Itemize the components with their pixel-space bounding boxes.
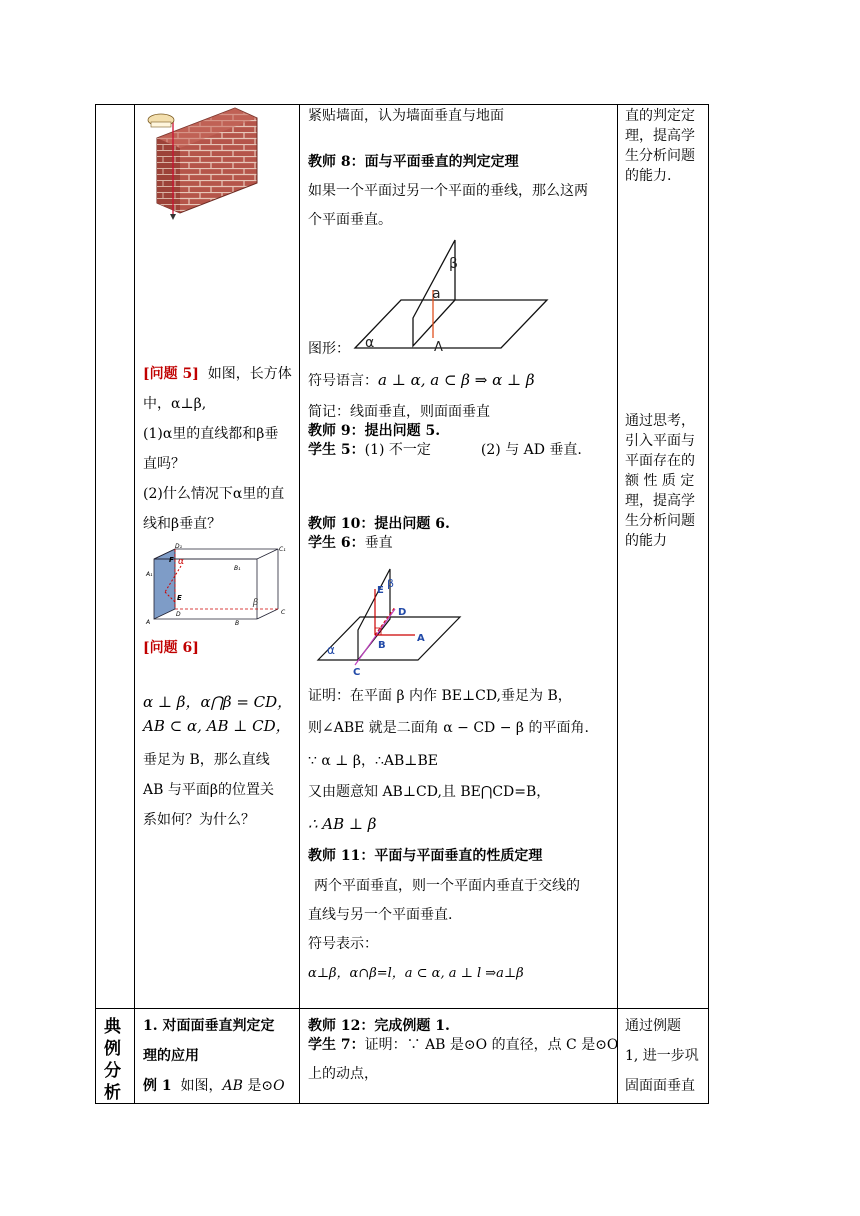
svg-text:A₁: A₁ xyxy=(146,571,153,578)
label-alpha: α xyxy=(365,335,375,351)
example-1-line: 例 1 如图，AB 是⊙O xyxy=(143,1078,285,1094)
proof-line-5: ∴ AB ⊥ β xyxy=(308,815,377,833)
purpose-c4: 的能力. xyxy=(625,168,672,184)
purpose-d3: 平面存在的 xyxy=(625,453,695,469)
teacher-8: 教师 8：面与平面垂直的判定定理 xyxy=(308,154,519,170)
purpose-e3: 固面面垂直 xyxy=(625,1078,695,1094)
purpose-d1: 通过思考， xyxy=(625,413,695,429)
question-6-line-4: AB 与平面β的位置关 xyxy=(143,782,274,798)
question-5-line-6: 线和β垂直？ xyxy=(143,516,222,532)
table-divider-1 xyxy=(134,104,135,1104)
symbol-label: 符号表示： xyxy=(308,936,378,952)
question-6-line-3: 垂足为 B，那么直线 xyxy=(143,752,270,768)
svg-text:B: B xyxy=(378,640,386,651)
cuboid-label-d1: D₁ xyxy=(175,543,183,550)
purpose-d4: 额 性 质 定 xyxy=(625,473,695,489)
question-5-line-4: 直吗？ xyxy=(143,456,185,472)
purpose-e2: 1, 进一步巩 xyxy=(625,1048,699,1064)
teacher-9: 教师 9：提出问题 5. xyxy=(308,423,441,439)
example-heading-2: 理的应用 xyxy=(143,1048,199,1064)
proof-line-4: 又由题意知 AB⊥CD,且 BE⋂CD=B， xyxy=(308,784,551,800)
purpose-d7: 的能力 xyxy=(625,533,667,549)
proof-line-1: 证明：在平面 β 内作 BE⊥CD,垂足为 B， xyxy=(308,688,572,704)
label-beta: β xyxy=(449,256,458,272)
example-heading-1: 1. 对面面垂直判定定 xyxy=(143,1018,275,1034)
question-5-tag: [问题 5] xyxy=(143,366,199,382)
summary-line: 简记：线面垂直，则面面垂直 xyxy=(308,404,490,420)
section-heading-char-2: 例 xyxy=(104,1039,121,1059)
wall-text: 紧贴墙面，认为墙面垂直与地面 xyxy=(308,108,504,124)
svg-text:A: A xyxy=(146,619,151,626)
svg-text:C: C xyxy=(353,667,361,678)
label-A: A xyxy=(434,340,443,355)
label-a: a xyxy=(432,286,441,302)
brick-wall-illustration xyxy=(145,108,260,223)
student-6: 学生 6：垂直 xyxy=(308,535,393,551)
question-5-line-5: (2)什么情况下α里的直 xyxy=(143,486,285,502)
symbol-language: 符号语言：a ⊥ α, a ⊂ β ⇒ α ⊥ β xyxy=(308,371,535,389)
table-border-top xyxy=(95,104,709,105)
question-5-text-a: 如图，长方体 xyxy=(207,366,292,382)
svg-text:β: β xyxy=(387,577,395,590)
question-5-line-3: (1)α里的直线都和β垂 xyxy=(143,426,279,442)
table-divider-3 xyxy=(617,104,618,1104)
svg-text:B₁: B₁ xyxy=(234,565,241,572)
svg-text:E: E xyxy=(377,585,384,596)
cuboid-figure xyxy=(143,543,293,627)
definition-line-2: 个平面垂直。 xyxy=(308,212,392,228)
symbol-formula: a ⊥ α, a ⊂ β ⇒ α ⊥ β xyxy=(378,371,535,389)
table-border-right xyxy=(708,104,709,1104)
purpose-d5: 理，提高学 xyxy=(625,493,695,509)
teacher-11: 教师 11：平面与平面垂直的性质定理 xyxy=(308,848,543,864)
dihedral-figure xyxy=(315,567,465,677)
property-line-2: 直线与另一个平面垂直. xyxy=(308,907,453,923)
property-line-1: 两个平面垂直，则一个平面内垂直于交线的 xyxy=(314,878,580,894)
question-5-line-1 xyxy=(143,364,292,384)
svg-text:C: C xyxy=(281,609,286,616)
purpose-e1: 通过例题 xyxy=(625,1018,681,1034)
svg-text:F: F xyxy=(169,556,174,564)
svg-text:B: B xyxy=(235,620,240,627)
proof-line-3: ∵ α ⊥ β，∴AB⊥BE xyxy=(308,753,438,769)
teacher-10: 教师 10：提出问题 6. xyxy=(308,516,450,532)
table-divider-2 xyxy=(299,104,300,1104)
plane-perpendicular-figure xyxy=(355,238,555,353)
svg-text:D: D xyxy=(176,611,181,618)
section-heading-char-3: 分 xyxy=(104,1061,121,1081)
purpose-c2: 理，提高学 xyxy=(625,128,695,144)
question-6-math-1: α ⊥ β，α⋂β = CD， xyxy=(143,693,293,711)
svg-text:α: α xyxy=(327,643,335,657)
table-border-bottom xyxy=(95,1103,709,1104)
table-border-left xyxy=(95,104,96,1104)
purpose-d6: 生分析问题 xyxy=(625,513,695,529)
svg-text:E: E xyxy=(177,594,182,602)
student-7-line-2: 上的动点， xyxy=(308,1066,378,1082)
svg-text:β: β xyxy=(253,598,259,608)
purpose-c3: 生分析问题 xyxy=(625,148,695,164)
student-5: 学生 5：(1) 不一定 (2) 与 AD 垂直. xyxy=(308,442,582,458)
question-5-line-2: 中，α⊥β, xyxy=(143,396,207,412)
purpose-d2: 引入平面与 xyxy=(625,433,695,449)
svg-text:α: α xyxy=(178,557,185,567)
proof-line-2: 则∠ABE 就是二面角 α − CD − β 的平面角. xyxy=(308,720,589,736)
table-row-divider xyxy=(95,1008,709,1009)
symbol-formula-2: α⊥β，α∩β=l，a ⊂ α, a ⊥ l ⇒a⊥β xyxy=(308,966,524,981)
teacher-12: 教师 12：完成例题 1. xyxy=(308,1018,450,1034)
figure-label: 图形： xyxy=(308,341,350,357)
question-6-math-2: AB ⊂ α, AB ⊥ CD， xyxy=(143,717,291,735)
svg-text:A: A xyxy=(417,633,425,644)
question-6-line-5: 系如何？为什么？ xyxy=(143,812,255,828)
svg-text:D: D xyxy=(398,607,407,618)
svg-text:C₁: C₁ xyxy=(279,546,286,553)
definition-line-1: 如果一个平面过另一个平面的垂线，那么这两 xyxy=(308,183,588,199)
purpose-c1: 直的判定定 xyxy=(625,108,695,124)
section-heading-char-1: 典 xyxy=(104,1017,121,1037)
question-6-tag: [问题 6] xyxy=(143,640,199,656)
section-heading-char-4: 析 xyxy=(104,1083,121,1103)
student-7: 学生 7：证明：∵ AB 是⊙O 的直径，点 C 是⊙O xyxy=(308,1037,619,1053)
